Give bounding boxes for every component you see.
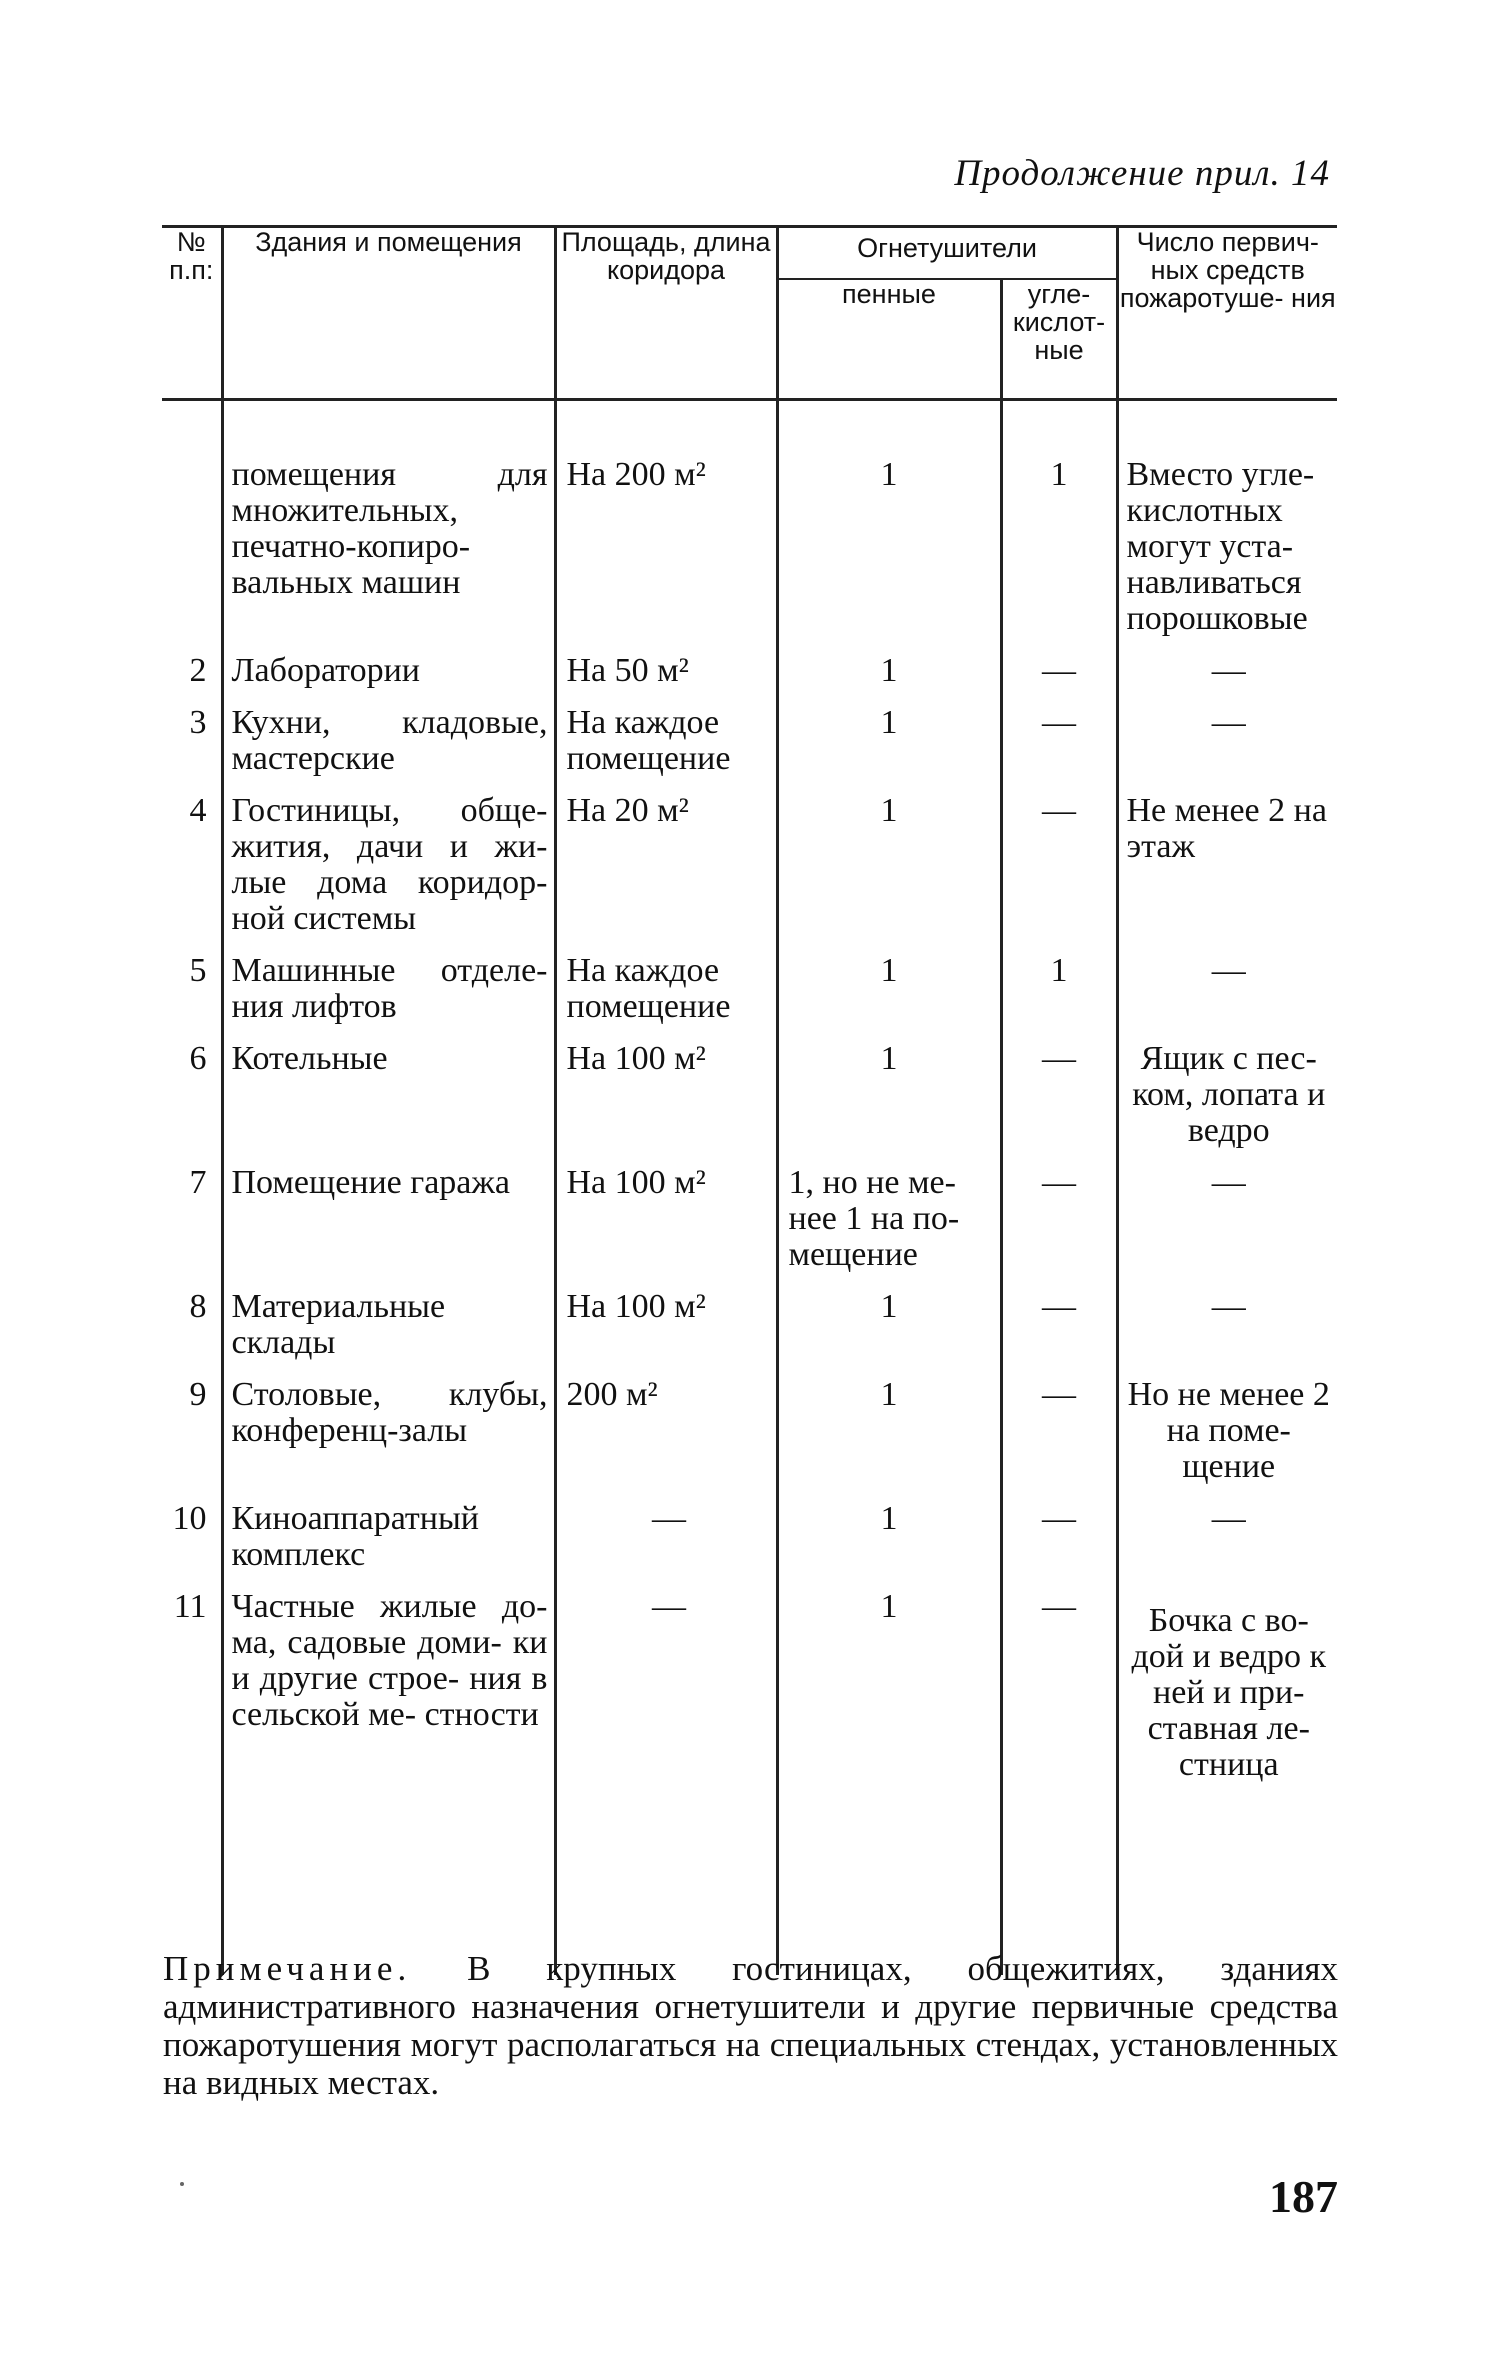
row-num: 4 [189, 792, 207, 829]
row-foam: 1 [777, 457, 1001, 653]
row-num: 3 [189, 704, 207, 741]
col-header-area: Площадь, длина коридора [555, 227, 777, 400]
table-header [162, 227, 1337, 400]
row-building: Гостиницы, обще- жития, дачи и жи- лые дома коридор- ной системы [222, 793, 555, 953]
row-building: Машинные отделе- ния лифтов [222, 953, 555, 1041]
row-num: 7 [189, 1164, 207, 1201]
row-co2: 1 [1001, 457, 1117, 653]
row-building: Котельные [222, 1041, 555, 1165]
row-area: На 200 м² [555, 457, 777, 653]
col-header-building: Здания и помещения [222, 227, 555, 400]
row-area: На каждое помещение [555, 705, 777, 793]
row-primary: Бочка с во- дой и ведро к ней и при- ставная ле- стница [1117, 1589, 1337, 1799]
row-foam: 1 [777, 793, 1001, 953]
row-area: — [555, 1501, 777, 1589]
row-co2: 1 [1001, 953, 1117, 1041]
row-primary: Но не менее 2 на поме- щение [1117, 1377, 1337, 1501]
table-row [162, 1289, 1337, 1377]
row-co2: — [1001, 793, 1117, 953]
row-foam: 1 [777, 705, 1001, 793]
col-header-primary: Число первич- ных средств пожаротуше- ния [1117, 227, 1337, 400]
table-body [162, 400, 1337, 1976]
row-area: На 100 м² [555, 1289, 777, 1377]
table-row [162, 1589, 1337, 1799]
row-co2: — [1001, 705, 1117, 793]
row-co2: — [1001, 1289, 1117, 1377]
col-header-extinguishers: Огнетушители [777, 227, 1117, 280]
row-building: помещения для множительных, печатно-копиро- вальных машин [222, 457, 555, 653]
row-building: Частные жилые до- ма, садовые доми- ки и другие строе- ния в сельской ме- стности [222, 1589, 555, 1799]
row-area: На каждое помещение [555, 953, 777, 1041]
row-area: На 20 м² [555, 793, 777, 953]
row-num: 10 [172, 1500, 207, 1537]
col-header-co2: угле- кислот- ные [1001, 279, 1117, 400]
row-primary: — [1117, 1501, 1337, 1589]
row-co2: — [1001, 1165, 1117, 1289]
row-building: Материальные склады [222, 1289, 555, 1377]
row-primary: — [1117, 1165, 1337, 1289]
row-foam: 1 [777, 953, 1001, 1041]
row-area: На 100 м² [555, 1165, 777, 1289]
row-building: Столовые, клубы, конференц-залы [222, 1377, 555, 1501]
row-primary: — [1117, 705, 1337, 793]
row-building: Помещение гаража [222, 1165, 555, 1289]
page-number: 187 [1269, 2171, 1338, 2222]
row-area: 200 м² [555, 1377, 777, 1501]
table-row [162, 705, 1337, 793]
row-building: Кухни, кладовые, мастерские [222, 705, 555, 793]
footnote-text: В крупных гостиницах, общежитиях, зданиях административного назначения огнетушители и другие первичные средства пожаротушения могут располагаться на специальных стендах, установленных на видных местах. [163, 1949, 1338, 2102]
fire-extinguisher-table [162, 225, 1337, 1975]
table-row [162, 953, 1337, 1041]
col-header-foam: пенные [777, 279, 1001, 400]
row-co2: — [1001, 1501, 1117, 1589]
table-row [162, 1377, 1337, 1501]
table-row [162, 1041, 1337, 1165]
row-foam: 1, но не ме- нее 1 на по- мещение [777, 1165, 1001, 1289]
table-row [162, 1501, 1337, 1589]
col-header-num: № п.п: [162, 227, 222, 400]
row-building: Киноаппаратный комплекс [222, 1501, 555, 1589]
row-co2: — [1001, 653, 1117, 705]
row-foam: 1 [777, 1589, 1001, 1799]
row-num: 6 [189, 1040, 207, 1077]
row-primary: Не менее 2 на этаж [1117, 793, 1337, 953]
row-primary: Вместо угле- кислотных могут уста- навливаться порошковые [1117, 457, 1337, 653]
row-primary: — [1117, 653, 1337, 705]
row-building: Лаборатории [222, 653, 555, 705]
row-foam: 1 [777, 1289, 1001, 1377]
row-co2: — [1001, 1377, 1117, 1501]
row-num: 9 [189, 1376, 207, 1413]
row-foam: 1 [777, 1501, 1001, 1589]
row-num [162, 457, 222, 653]
table-row [162, 1165, 1337, 1289]
continuation-header: Продолжение прил. 14 [954, 153, 1330, 194]
table-row [162, 653, 1337, 705]
row-primary: — [1117, 953, 1337, 1041]
table-footnote [163, 1950, 1338, 2102]
row-num: 8 [189, 1288, 207, 1325]
row-num: 11 [173, 1588, 207, 1625]
row-primary: — [1117, 1289, 1337, 1377]
row-num: 2 [189, 652, 207, 689]
row-area: На 100 м² [555, 1041, 777, 1165]
table-row [162, 457, 1337, 653]
row-co2: — [1001, 1041, 1117, 1165]
row-foam: 1 [777, 1041, 1001, 1165]
row-num: 5 [189, 952, 207, 989]
row-foam: 1 [777, 653, 1001, 705]
row-primary: Ящик с пес- ком, лопата и ведро [1117, 1041, 1337, 1165]
table-row [162, 793, 1337, 953]
row-co2: — [1001, 1589, 1117, 1799]
row-foam: 1 [777, 1377, 1001, 1501]
row-area: — [555, 1589, 777, 1799]
footnote-lead: Примечание. [163, 1949, 412, 1988]
row-area: На 50 м² [555, 653, 777, 705]
